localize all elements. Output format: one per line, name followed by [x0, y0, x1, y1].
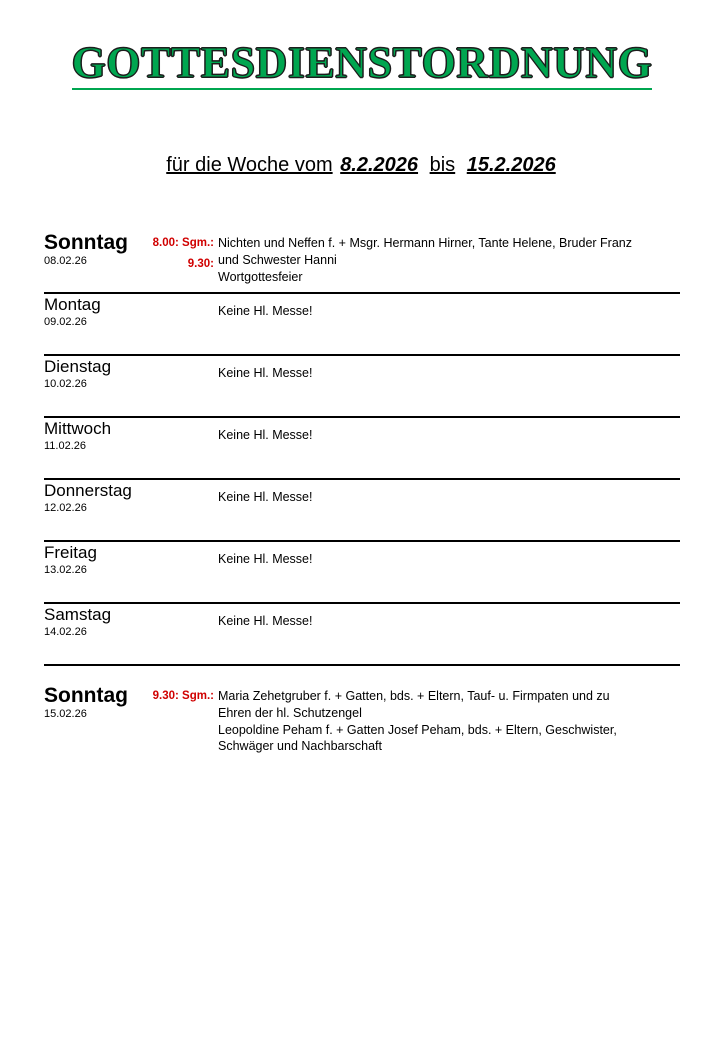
- entry-line: Ehren der hl. Schutzengel: [218, 705, 362, 720]
- time-label: 9.30:: [187, 258, 214, 270]
- table-row: [44, 682, 680, 764]
- day-date: 15.02.26: [44, 707, 87, 720]
- day-name: Sonntag: [44, 683, 128, 707]
- times-cell: [152, 480, 218, 486]
- date-to: 15.2.2026: [466, 154, 556, 177]
- entry-line: Keine Hl. Messe!: [218, 303, 313, 318]
- times-cell: [152, 229, 218, 274]
- entries-cell: [218, 229, 680, 286]
- entry-line: Leopoldine Peham f. + Gatten Josef Peham, bds. + Eltern, Geschwister,: [218, 722, 617, 737]
- day-date: 10.02.26: [44, 377, 87, 390]
- subtitle-prefix: für die Woche vom: [166, 154, 333, 177]
- row-spacer: [44, 666, 680, 682]
- time-label: 9.30: Sgm.:: [152, 689, 214, 702]
- day-date: 08.02.26: [44, 255, 87, 268]
- entry-line: Keine Hl. Messe!: [218, 551, 313, 566]
- table-row: [44, 418, 680, 480]
- times-cell: [152, 682, 218, 706]
- entries-cell: [218, 682, 680, 756]
- entry-line: und Schwester Hanni: [218, 253, 337, 268]
- day-name: Samstag: [44, 604, 112, 624]
- day-date: 11.02.26: [44, 439, 87, 452]
- time-label: 8.00: Sgm.:: [152, 237, 214, 250]
- entry-line: Keine Hl. Messe!: [218, 427, 313, 442]
- day-date: 09.02.26: [44, 315, 87, 328]
- entries-cell: [218, 604, 680, 630]
- entry-line: Schwäger und Nachbarschaft: [218, 739, 382, 754]
- entries-cell: [218, 480, 680, 506]
- day-name: Sonntag: [44, 231, 128, 255]
- day-cell: [44, 294, 152, 328]
- entry-line: Maria Zehetgruber f. + Gatten, bds. + Eltern, Tauf- u. Firmpaten und zu: [218, 688, 610, 703]
- table-row: [44, 604, 680, 666]
- day-name: Donnerstag: [44, 480, 132, 500]
- week-subtitle: [44, 154, 680, 177]
- table-row: [44, 229, 680, 294]
- day-cell: [44, 480, 152, 514]
- entry-line: Wortgottesfeier: [218, 269, 303, 284]
- times-cell: [152, 542, 218, 548]
- date-from: 8.2.2026: [340, 154, 419, 177]
- day-name: Montag: [44, 294, 101, 314]
- day-name: Freitag: [44, 542, 97, 562]
- day-date: 14.02.26: [44, 625, 87, 638]
- document-page: [0, 40, 724, 1064]
- times-cell: [152, 604, 218, 610]
- times-cell: [152, 356, 218, 362]
- day-cell: [44, 604, 152, 638]
- table-row: [44, 480, 680, 542]
- table-row: [44, 294, 680, 356]
- table-row: [44, 356, 680, 418]
- times-cell: [152, 294, 218, 300]
- entries-cell: [218, 294, 680, 320]
- title-container: [44, 40, 680, 90]
- day-cell: [44, 229, 152, 267]
- entry-line: Nichten und Neffen f. + Msgr. Hermann Hirner, Tante Helene, Bruder Franz: [218, 236, 632, 251]
- day-cell: [44, 356, 152, 390]
- entry-line: Keine Hl. Messe!: [218, 489, 313, 504]
- day-date: 12.02.26: [44, 501, 87, 514]
- subtitle-connector: bis: [429, 154, 456, 177]
- day-date: 13.02.26: [44, 563, 87, 576]
- schedule-table: [44, 229, 680, 763]
- page-title: GOTTESDIENSTORDNUNG: [72, 40, 653, 90]
- day-name: Mittwoch: [44, 418, 112, 438]
- times-cell: [152, 418, 218, 424]
- day-cell: [44, 682, 152, 720]
- day-cell: [44, 542, 152, 576]
- day-cell: [44, 418, 152, 452]
- entries-cell: [218, 418, 680, 444]
- entries-cell: [218, 542, 680, 568]
- day-name: Dienstag: [44, 356, 112, 376]
- entry-line: Keine Hl. Messe!: [218, 613, 313, 628]
- entry-line: Keine Hl. Messe!: [218, 365, 313, 380]
- table-row: [44, 542, 680, 604]
- entries-cell: [218, 356, 680, 382]
